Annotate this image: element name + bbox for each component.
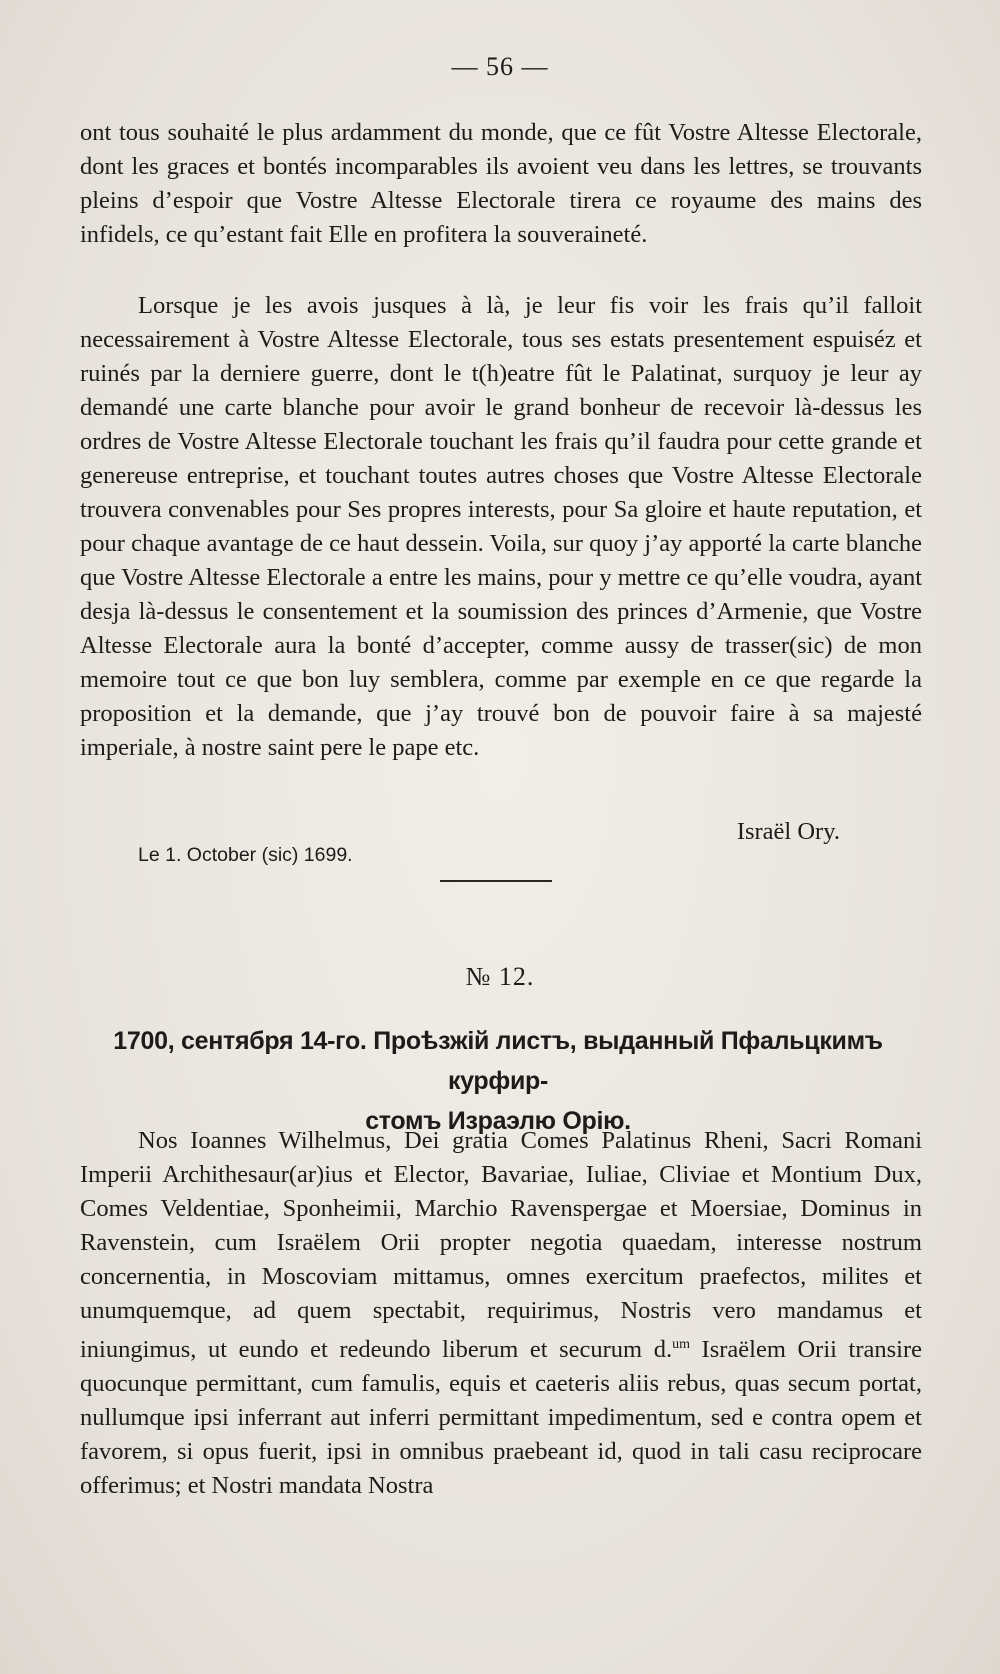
- paragraph-2-text: Lorsque je les avois jusques à là, je leur fis voir les frais qu’il falloit necessairement à Vostre Altesse Electorale, tous ses estats presentement espuiséz et ruinés par la derniere guerre, dont le t(h)eatre fût le Palatinat, surquoy je leur ay demandé une carte blanche pour avoir le grand bonheur de recevoir là-dessus les ordres de Vostre Altesse Electorale touchant les frais qu’il faudra pour cette grande et genereuse entreprise, et touchant toutes autres choses que Vostre Altesse Electorale trouvera convenables pour Ses propres interests, pour Sa gloire et haute reputation, et pour chaque avantage de ce haut dessein. Voila, sur quoy j’ay apporté la carte blanche que Vostre Altesse Electorale a entre les mains, pour y mettre ce qu’elle voudra, ayant desja là-dessus le consentement et la soumission des princes d’Armenie, que Vostre Altesse Electorale aura la bonté d’accepter, comme aussy de trasser(sic) de mon memoire tout ce que bon luy semblera, comme par exemple en ce que regarde la proposition et la demande, que j’ay trouvé bon de pouvoir faire à sa majesté imperiale, à nostre saint pere le pape etc.: [80, 292, 922, 761]
- document-number: № 12.: [465, 962, 535, 991]
- paragraph-3-part-2: Israëlem Orii transire quocunque permittant, cum famulis, equis et caeteris aliis rebus, quas secum portat, nullumque ipsi inferrant aut inferri permittant impedimentum, sed e contra opem et favorem, si opus fuerit, ipsi in omnibus praebeant id, quod in tali casu reciprocare offerimus; et Nostri mandata Nostra: [80, 1336, 922, 1500]
- paragraph-3-text: [80, 1124, 922, 1503]
- heading-line-1: 1700, сентября 14-го. Проѣзжій листъ, выданный Пфальцкимъ курфир-: [113, 1027, 883, 1095]
- signature: Israël Ory.: [736, 818, 840, 845]
- page-number: — 56 —: [451, 52, 549, 81]
- paragraph-1: [80, 116, 922, 252]
- paragraph-3-superscript: um: [672, 1337, 690, 1352]
- date-line: Le 1. October (sic) 1699.: [138, 844, 353, 866]
- paragraph-1-text: ont tous souhaité le plus ardamment du monde, que ce fût Vostre Altesse Electorale, dont les graces et bontés incomparables ils avoient veu dans les lettres, se trouvants pleins d’espoir que Vostre Altesse Electorale tirera ce royaume des mains des infidels, ce qu’estant fait Elle en profitera la souveraineté.: [80, 119, 922, 248]
- paragraph-2: [80, 289, 922, 765]
- paragraph-3: [80, 1124, 922, 1503]
- section-divider: [440, 880, 552, 882]
- document-heading: [68, 1021, 928, 1141]
- paragraph-3-part-1: Nos Ioannes Wilhelmus, Dei gratia Comes Palatinus Rheni, Sacri Romani Imperii Archithesaur(ar)ius et Elector, Bavariae, Iuliae, Cliviae et Montium Dux, Comes Veldentiae, Sponheimii, Marchio Ravenspergae et Moersiae, Dominus in Ravenstein, cum Israëlem Orii propter negotia quaedam, interesse nostrum concernentia, in Moscoviam mittamus, omnes exercitum praefectos, milites et unumquemque, ad quem spectabit, requirimus, Nostris vero mandamus et iniungimus, ut eundo et redeundo liberum et securum d.: [80, 1127, 922, 1364]
- heading-line-2: стомъ Израэлю Орію.: [365, 1107, 631, 1135]
